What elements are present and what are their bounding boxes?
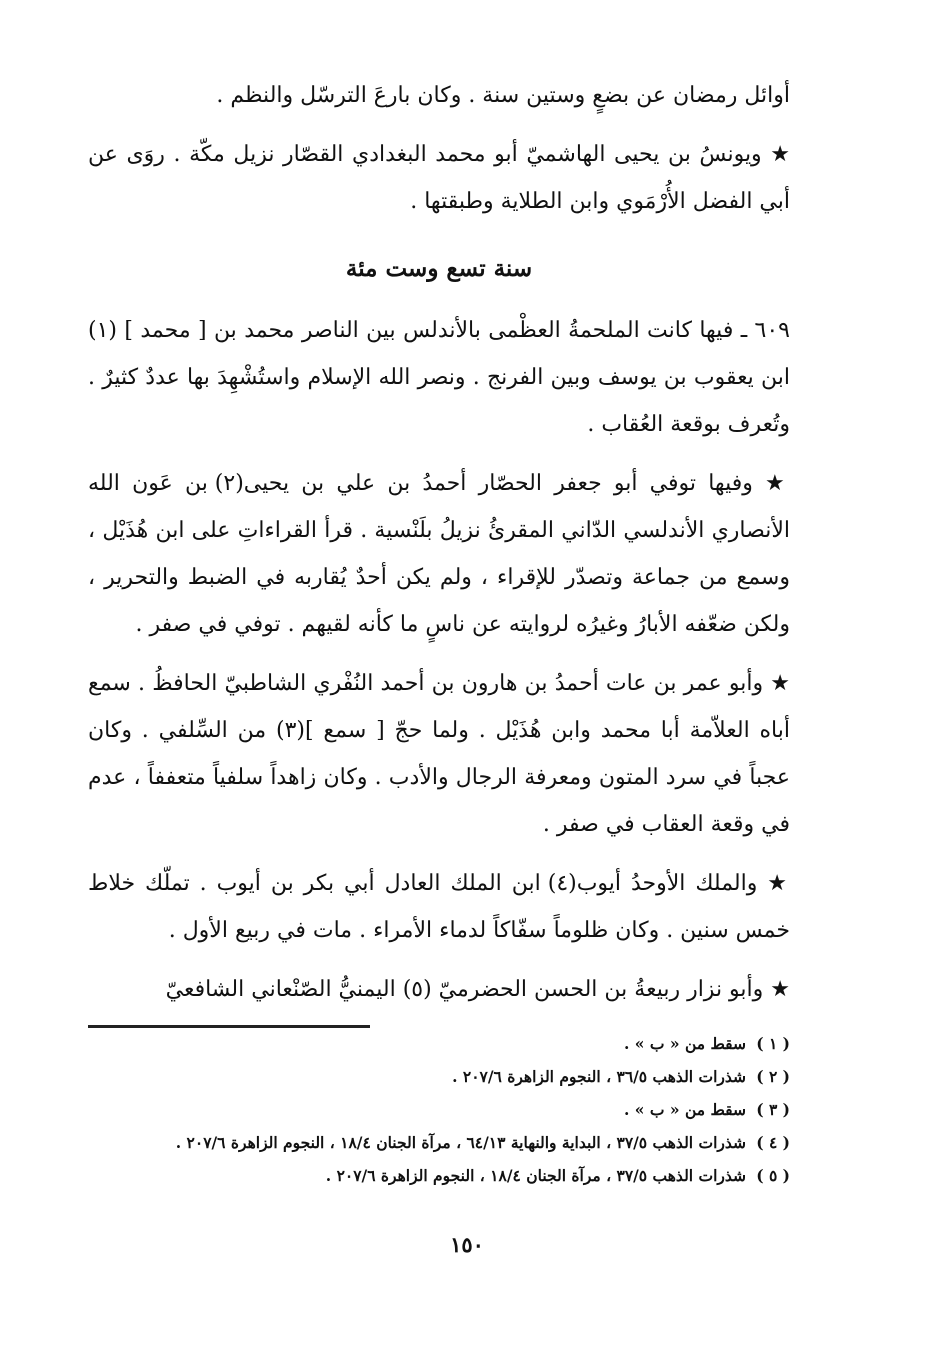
footnote-5 (88, 1160, 790, 1191)
paragraph-entry-hassar: ★ وفيها توفي أبو جعفر الحصّار أحمدُ بن علي بن يحيى(٢) بن عَون الله الأنصاري الأندلسي الدّاني المقرئُ نزيلُ بلَنْسية . قرأ القراءاتِ على ابن هُذَيْل ، وسمع من جماعة وتصدّر للإقراء ، ولم يكن أحدٌ يُقاربه في الضبط والتحرير ، ولكن ضعّفه الأبارُ وغيرُه لروايته عن ناسٍ ما كأنه لقيهم . توفي في صفر . (88, 471, 790, 637)
footnote-3 (88, 1094, 790, 1125)
paragraph-year-609: ٦٠٩ ـ فيها كانت الملحمةُ العظْمى بالأندلس بين الناصر محمد بن [ محمد ] (١) ابن يعقوب بن يوسف وبين الفرنج . ونصر الله الإسلام واستُشْهِدَ بها عددٌ كثيرٌ . وتُعرف بوقعة العُقاب . (88, 318, 790, 437)
footnotes (88, 1028, 790, 1191)
footnote-text: شذرات الذهب ٣٧/٥ ، البداية والنهاية ٦٤/١٣ ، مرآة الجنان ١٨/٤ ، النجوم الزاهرة ٢٠٧/٦ . (175, 1133, 746, 1152)
paragraph-entry-yunus: ★ ويونسُ بن يحيى الهاشميّ أبو محمد البغدادي القصّار نزيل مكّة . روَى عن أبي الفضل الأُرْمَوي وابن الطلاية وطبقتها . (88, 142, 790, 214)
footnote-text: شذرات الذهب ٣٦/٥ ، النجوم الزاهرة ٢٠٧/٦ . (452, 1067, 746, 1086)
footnote-text: سقط من « ب » . (624, 1034, 746, 1053)
paragraph-continuation: أوائل رمضان عن بضعٍ وستين سنة . وكان بارعَ الترسّل والنظم . (216, 83, 790, 108)
footnote-number: ( ٥ ) (756, 1166, 790, 1185)
footnote-number: ( ٢ ) (756, 1067, 790, 1086)
footnote-4 (88, 1127, 790, 1158)
footnote-text: شذرات الذهب ٣٧/٥ ، مرآة الجنان ١٨/٤ ، النجوم الزاهرة ٢٠٧/٦ . (325, 1166, 746, 1185)
footnote-text: سقط من « ب » . (624, 1100, 746, 1119)
page-body (88, 72, 790, 1193)
page-number: ١٥٠ (450, 1232, 484, 1257)
footnote-number: ( ١ ) (756, 1034, 790, 1053)
footnote-number: ( ٤ ) (756, 1133, 790, 1152)
footnote-number: ( ٣ ) (756, 1100, 790, 1119)
footnote-2 (88, 1061, 790, 1092)
paragraph-entry-rabia: ★ وأبو نزار ربيعةُ بن الحسن الحضرميّ (٥) اليمنيُّ الصّنْعاني الشافعيّ (165, 977, 790, 1002)
year-heading: سنة تسع وست مئة (345, 255, 533, 282)
paragraph-entry-ibn-at: ★ وأبو عمر بن عات أحمدُ بن هارون بن أحمد النُفْري الشاطبيّ الحافظُ . سمع أباه العلاّمة أبا محمد وابن هُذَيْل . ولما حجّ [ سمع ](٣) من السِّلفي . وكان عجباً في سرد المتون ومعرفة الرجال والأدب . وكان زاهداً سلفياً متعففاً ، عدم في وقعة العقاب في صفر . (88, 671, 790, 837)
footnote-1 (88, 1028, 790, 1059)
paragraph-entry-ayyub: ★ والملك الأوحدُ أيوب(٤) ابن الملك العادل أبي بكر بن أيوب . تملّك خلاط خمس سنين . وكان ظلوماً سفّاكاً لدماء الأمراء . مات في ربيع الأول . (88, 871, 790, 943)
